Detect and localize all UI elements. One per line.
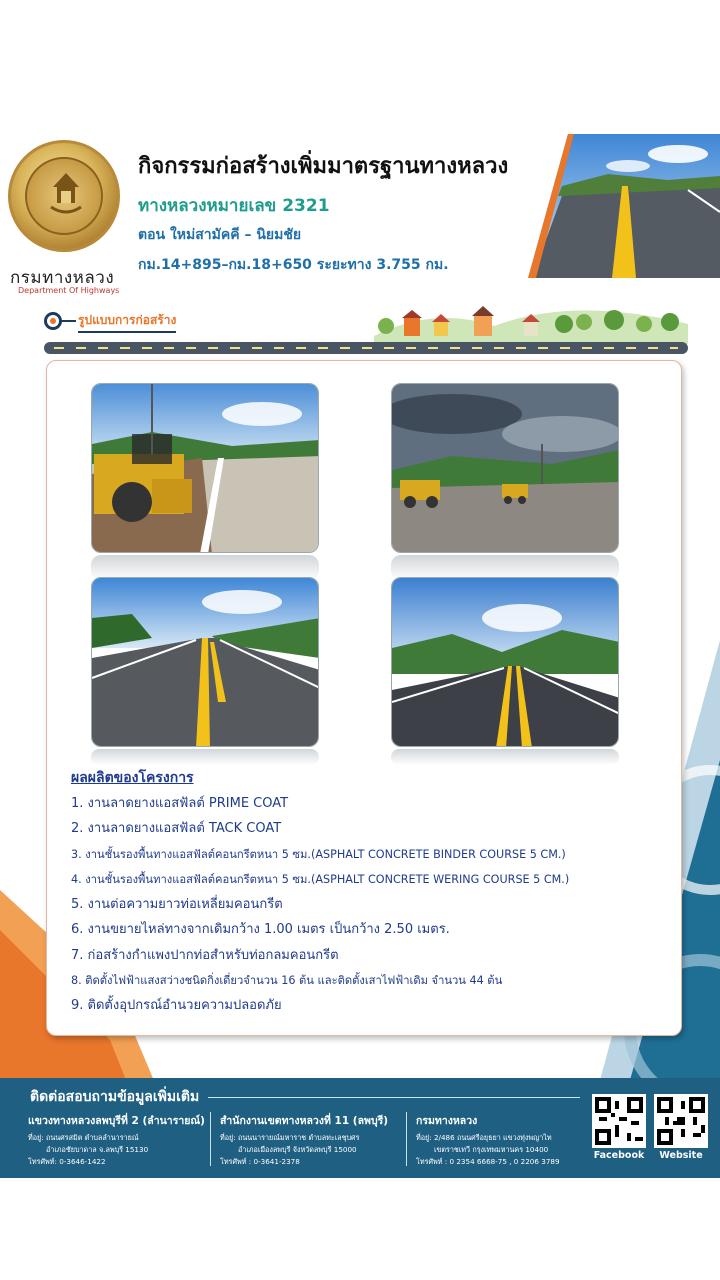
footer-separator <box>406 1112 407 1166</box>
construction-photo-roller <box>91 383 319 553</box>
facebook-qr-label: Facebook <box>593 1150 645 1161</box>
list-item: 6. งานขยายไหล่ทางจากเดิมกว้าง 1.00 เมตร เป็นกว้าง 2.50 เมตร. <box>71 922 450 938</box>
list-item: 2. งานลาดยางแอสฟัลต์ TACK COAT <box>71 821 282 837</box>
facebook-qr-code[interactable] <box>592 1094 646 1148</box>
section-label: รูปแบบการก่อสร้าง <box>78 311 176 333</box>
qr-icon <box>595 1097 643 1145</box>
finished-road-photo-2 <box>391 577 619 747</box>
contact-title: แขวงทางหลวงลพบุรีที่ 2 (ลำนารายณ์) <box>28 1115 205 1127</box>
page-title: กิจกรรมก่อสร้างเพิ่มมาตรฐานทางหลวง <box>138 154 509 179</box>
contact-lopburi-2 <box>28 1112 205 1168</box>
contact-address: ที่อยู่: 2/486 ถนนศรีอยุธยา แขวงทุ่งพญาไท <box>416 1133 552 1142</box>
list-item: 7. ก่อสร้างกำแพงปากท่อสำหรับท่อกลมคอนกรีต <box>71 947 339 963</box>
finished-road-photo-1 <box>91 577 319 747</box>
footer-separator <box>210 1112 211 1166</box>
list-item: 5. งานต่อความยาวท่อเหลี่ยมคอนกรีต <box>71 897 283 913</box>
contact-address: อำเภอเมืองลพบุรี จังหวัดลพบุรี 15000 <box>238 1145 357 1154</box>
department-logo <box>8 140 120 252</box>
section-banner <box>44 296 688 356</box>
website-qr-label: Website <box>659 1150 703 1161</box>
temple-emblem-icon <box>49 173 83 217</box>
contact-address: อำเภอชัยบาดาล จ.ลพบุรี 15130 <box>46 1145 149 1154</box>
header-road-photo <box>528 134 720 278</box>
contact-title: สำนักงานเขตทางหลวงที่ 11 (ลพบุรี) <box>220 1115 389 1127</box>
highway-number: ทางหลวงหมายเลข 2321 <box>138 196 330 216</box>
footer-heading: ติดต่อสอบถามข้อมูลเพิ่มเติม <box>30 1089 200 1105</box>
construction-photo-trucks <box>391 383 619 553</box>
qr-icon <box>657 1097 705 1145</box>
section-connector <box>60 320 76 322</box>
outputs-list <box>71 791 569 1019</box>
list-item: 1. งานลาดยางแอสฟัลต์ PRIME COAT <box>71 796 289 811</box>
contact-phone: โทรศัพท์ : 0 2354 6668-75 , 0 2206 3789 <box>416 1157 560 1166</box>
logo-text-thai: กรมทางหลวง <box>10 268 115 288</box>
distance-range: กม.14+895–กม.18+650 ระยะทาง 3.755 กม. <box>138 257 449 273</box>
infographic-poster <box>0 120 720 1178</box>
town-landscape-illustration <box>374 296 688 344</box>
footer-divider <box>208 1097 580 1098</box>
outputs-title: ผลผลิตของโครงการ <box>71 770 194 786</box>
contact-district-11 <box>220 1112 388 1168</box>
content-card <box>46 360 682 1036</box>
photo-reflection <box>391 749 619 765</box>
logo-text-english: Department Of Highways <box>18 286 120 295</box>
section-name: ตอน ใหม่สามัคคี – นิยมชัย <box>138 227 302 243</box>
list-item: 8. ติดตั้งไฟฟ้าแสงสว่างชนิดกิ่งเดี่ยวจำนวน 16 ต้น และติดตั้งเสาไฟฟ้าเดิม จำนวน 44 ต้น <box>71 974 503 988</box>
contact-phone: โทรศัพท์: 0-3646-1422 <box>28 1157 106 1166</box>
contact-address: เขตราชเทวี กรุงเทพมหานคร 10400 <box>434 1145 549 1154</box>
contact-department <box>416 1112 560 1168</box>
contact-title: กรมทางหลวง <box>416 1115 478 1127</box>
contact-phone: โทรศัพท์ : 0-3641-2378 <box>220 1157 300 1166</box>
contact-address: ที่อยู่: ถนนนารายณ์มหาราช ตำบลทะเลชุบศร <box>220 1133 360 1142</box>
road-strip-decoration <box>44 342 688 354</box>
list-item: 3. งานชั้นรองพื้นทางแอสฟัลต์คอนกรีตหนา 5 ซม.(ASPHALT CONCRETE BINDER COURSE 5 CM.) <box>71 847 566 861</box>
list-item: 4. งานชั้นรองพื้นทางแอสฟัลต์คอนกรีตหนา 5 ซม.(ASPHALT CONCRETE WERING COURSE 5 CM.) <box>71 872 570 886</box>
list-item: 9. ติดตั้งอุปกรณ์อำนวยความปลอดภัย <box>71 998 282 1014</box>
contact-address: ที่อยู่: ถนนศรสมิต ตำบลลำนารายณ์ <box>28 1133 139 1142</box>
photo-reflection <box>91 749 319 765</box>
website-qr-code[interactable] <box>654 1094 708 1148</box>
